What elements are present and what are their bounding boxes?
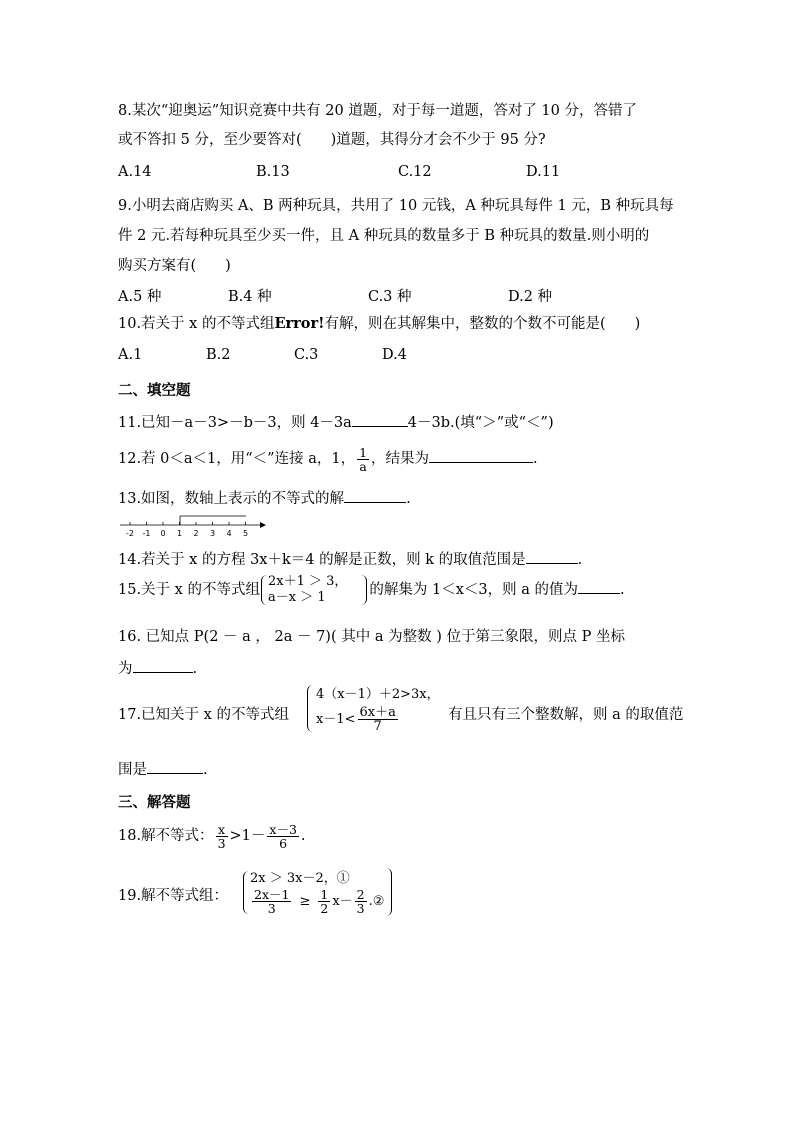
q17-fraction-numerator: 6x＋a	[359, 705, 396, 720]
q8-option-b: B.13	[256, 164, 290, 180]
q14-line	[118, 549, 582, 570]
q13-tick-label: 3	[209, 529, 216, 538]
q10-option-a: A.1	[118, 347, 143, 363]
q19-system-row1: 2x ＞ 3x－2，①	[250, 870, 350, 886]
q17-end: .	[203, 762, 208, 778]
q8-option-c: C.12	[398, 164, 432, 180]
q17-fraction-denominator: 7	[358, 719, 398, 733]
q15-prefix: 15.关于 x 的不等式组	[118, 582, 260, 598]
q9-option-c: C.3 种	[368, 289, 412, 305]
q18-end: .	[300, 828, 306, 844]
q14-end: .	[577, 552, 583, 568]
q15-system-row1: 2x＋1 ＞ 3，	[267, 574, 348, 589]
q11-prefix: 11.已知－a－3>－b－3，则 4－3a	[118, 415, 352, 431]
q19-fraction-third-denominator: 3	[356, 900, 365, 916]
q16-line1: 16. 已知点 P(2 － a ， 2a － 7)( 其中 a 为整数 ) 位于第三象限，则点 P 坐标	[118, 629, 625, 645]
q14-answer-blank	[526, 549, 578, 564]
q19-fraction-half-denominator: 2	[320, 900, 329, 916]
q8-option-d: D.11	[526, 164, 561, 180]
q10-error-text: Error!	[274, 315, 325, 332]
q9-option-a: A.5 种	[118, 289, 162, 305]
q13-tick-label: 5	[242, 529, 249, 538]
q17-inequality-system	[306, 684, 440, 733]
q19-fraction-half-numerator: 1	[320, 886, 329, 902]
q19-row2-end: .②	[368, 893, 385, 909]
q17-answer-blank	[147, 759, 203, 774]
q13-end: .	[406, 491, 411, 507]
q14-text: 14.若关于 x 的方程 3x＋k＝4 的解是正数，则 k 的取值范围是	[118, 552, 526, 568]
q10-option-c: C.3	[294, 347, 319, 363]
q15-end: .	[620, 582, 625, 598]
q8-option-a: A.14	[118, 164, 152, 180]
q8-line1: 8.某次“迎奥运”知识竞赛中共有 20 道题，对于每一道题，答对了 10 分，答错了	[118, 103, 637, 119]
q16-end: .	[192, 661, 198, 677]
q16-answer-blank	[133, 658, 193, 673]
q12-fraction-numerator: 1	[359, 444, 368, 460]
q9-line3: 购买方案有( )	[118, 258, 231, 274]
q17-prefix: 17.已知关于 x 的不等式组	[118, 707, 289, 723]
q12-prefix: 12.若 0＜a＜1，用“＜”连接 a，1，	[118, 451, 356, 467]
q18-fraction1-denominator: 3	[217, 835, 226, 851]
q10-option-b: B.2	[206, 347, 231, 363]
q15-answer-blank	[578, 579, 620, 594]
q18-prefix: 18.解不等式：	[118, 828, 214, 844]
q17-system-row2	[316, 706, 440, 733]
q10-option-d: D.4	[382, 347, 407, 363]
q18-fraction1-numerator: x	[218, 821, 226, 837]
q13-tick-label: -1	[142, 529, 151, 538]
q19-fraction-third-numerator: 2	[356, 886, 365, 902]
q19-geq-sign: ≥	[299, 893, 311, 909]
q17-row2-left: x－1<	[316, 712, 356, 727]
q13-tick-label: 1	[176, 529, 183, 538]
q13-tick-label: 4	[226, 529, 232, 538]
q19-system-right-brace	[386, 868, 392, 916]
q12-end: .	[533, 451, 538, 467]
q19-fraction-left-denominator: 3	[252, 901, 291, 915]
q15-line	[118, 572, 625, 608]
q10-line	[118, 314, 640, 334]
q18-mid: >1－	[229, 828, 266, 844]
q9-line2: 件 2 元.若每种玩具至少买一件，且 A 种玩具的数量多于 B 种玩具的数量.则小明的	[118, 228, 650, 244]
q13-tick-label: -2	[126, 529, 134, 538]
q18-line	[118, 816, 306, 856]
q11-line	[118, 412, 554, 433]
q10-prefix: 10.若关于 x 的不等式组	[118, 316, 275, 332]
q12-answer-blank	[429, 448, 533, 463]
q15-system-row2: a－x ＞ 1	[267, 590, 326, 605]
q19-inequality-system	[242, 868, 394, 916]
q18-fraction2-denominator: 6	[267, 836, 299, 850]
q10-options	[118, 345, 407, 365]
q15-system-right-brace	[361, 575, 367, 605]
q19-fraction-left-numerator: 2x－1	[254, 886, 290, 902]
q13-text: 13.如图，数轴上表示的不等式的解	[118, 491, 345, 507]
q15-suffix: 的解集为 1＜x＜3，则 a 的值为	[369, 582, 578, 598]
q13-tick-label: 2	[193, 529, 199, 538]
q12-fraction-denominator: a	[357, 459, 369, 473]
q17-line2	[118, 759, 208, 780]
q13-answer-blank	[344, 488, 406, 503]
q13-tick-label: 0	[160, 529, 166, 538]
q19-prefix: 19.解不等式组：	[118, 888, 229, 904]
q19-x-minus: x－	[332, 893, 353, 909]
q13-line	[118, 488, 411, 509]
q18-fraction2-numerator: x－3	[269, 821, 297, 837]
q9-line1: 9.小明去商店购买 A、B 两种玩具，共用了 10 元钱，A 种玩具每件 1 元，B 种玩具每	[118, 198, 674, 214]
q11-answer-blank	[352, 412, 408, 427]
q8-options	[118, 162, 560, 182]
q17-line2-text: 围是	[118, 762, 147, 778]
q19-system-row2	[250, 888, 384, 915]
q9-option-d: D.2 种	[508, 289, 553, 305]
q13-number-line	[118, 512, 268, 542]
q8-line2: 或不答扣 5 分，至少要答对( )道题，其得分才会不少于 95 分?	[118, 132, 546, 148]
q12-line	[118, 442, 538, 476]
q17-system-row1: 4（x－1）＋2>3x，	[316, 687, 440, 702]
q9-option-b: B.4 种	[228, 289, 272, 305]
q16-line2-text: 为	[118, 661, 133, 677]
section-answer-heading: 三、解答题	[118, 795, 191, 811]
q10-suffix: 有解，则在其解集中，整数的个数不可能是( )	[324, 316, 641, 332]
q12-mid: ，结果为	[371, 451, 430, 467]
q15-inequality-system	[260, 574, 347, 606]
q16-line2	[118, 658, 197, 679]
q17-suffix: 有且只有三个整数解，则 a 的取值范	[448, 707, 684, 723]
q11-suffix: 4－3b.(填“＞”或“＜”)	[407, 415, 554, 431]
q12-fraction	[357, 446, 369, 473]
section-fill-in-heading: 二、填空题	[118, 383, 191, 399]
q9-options	[118, 287, 552, 307]
